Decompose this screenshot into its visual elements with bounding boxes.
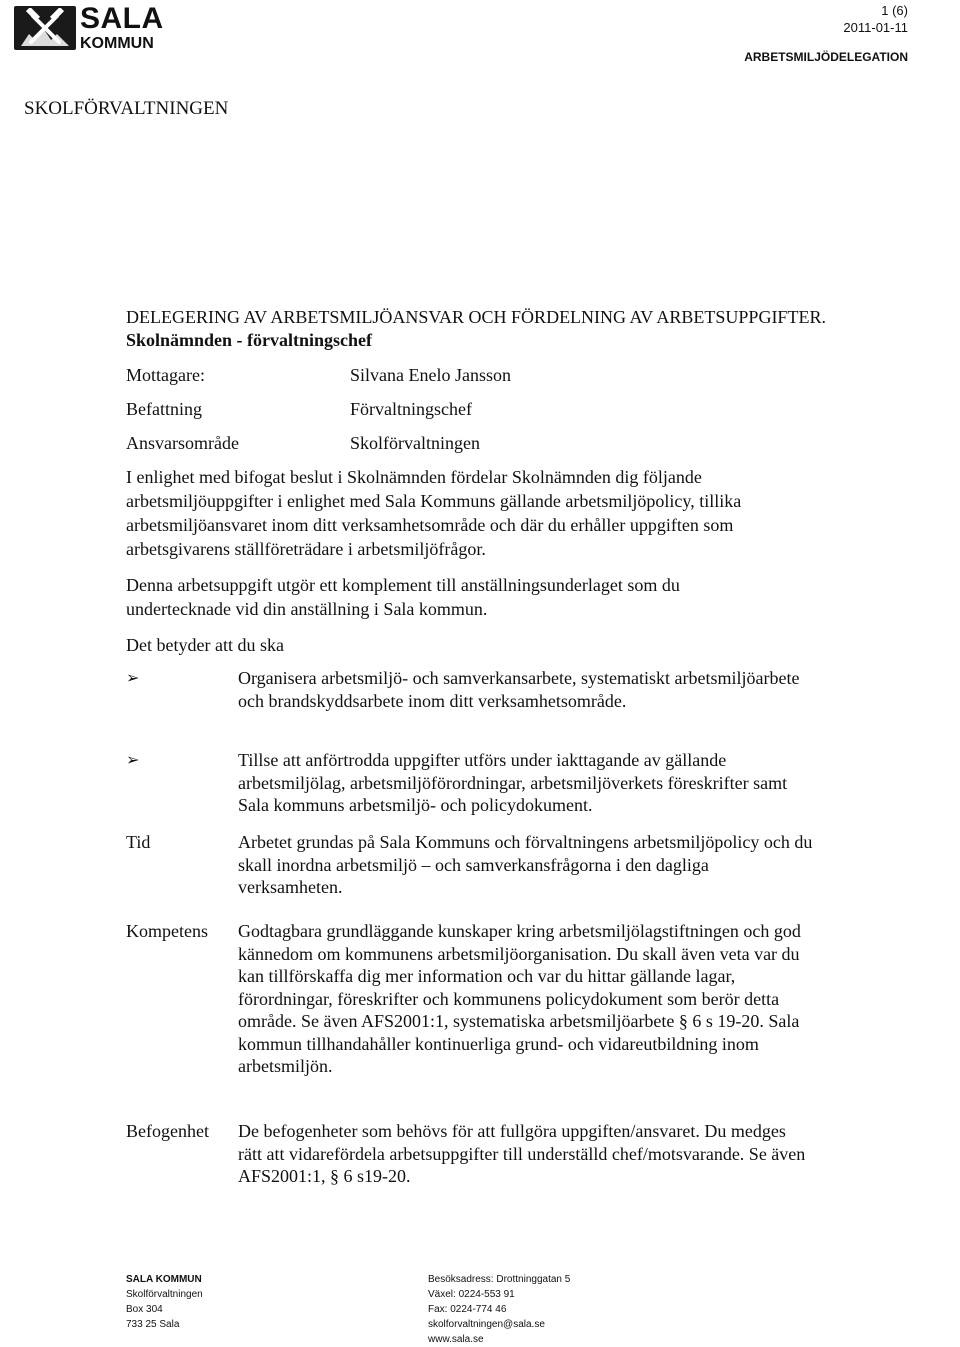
footer-postal: 733 25 Sala bbox=[126, 1319, 180, 1330]
field-value: Silvana Enelo Jansson bbox=[350, 365, 511, 385]
logo-subtitle: KOMMUN bbox=[80, 35, 154, 52]
page-number: 1 (6) bbox=[881, 3, 908, 18]
section-label: Tid bbox=[126, 832, 151, 852]
sala-emblem-icon bbox=[14, 6, 76, 50]
arrowhead-bullet-icon: ➢ bbox=[126, 750, 140, 769]
section-label: Kompetens bbox=[126, 921, 208, 941]
section-text: De befogenheter som behövs för att fullgöra uppgiften/ansvaret. Du medges rätt att vidarefördela arbetsuppgifter till underställd chef/motsvarande. Se även AFS2001:1, § 6 s19-20. bbox=[238, 1121, 806, 1186]
paragraph-complement: Denna arbetsuppgift utgör ett komplement till anställningsunderlaget som du undertecknade vid din anställning i Sala kommun. bbox=[126, 575, 680, 619]
field-label: Ansvarsområde bbox=[126, 433, 239, 453]
section-text: Godtagbara grundläggande kunskaper kring arbetsmiljölagstiftningen och god kännedom om kommunens arbetsmiljöorganisation. Du skall även veta var du kan tillförskaffa dig mer information och var du hittar gällande lagar, förordningar, föreskrifter och kommunens policydokument som berör detta område. Se även AFS2001:1, systematiska arbetsmiljöarbete § 6 s 19-20. Sala kommun tillhandahåller kontinuerliga grund- och vidareutbildning inom arbetsmiljön. bbox=[238, 921, 801, 1076]
field-label: Mottagare: bbox=[126, 365, 205, 385]
field-label: Befattning bbox=[126, 399, 202, 419]
field-value: Skolförvaltningen bbox=[350, 433, 480, 453]
bullet-text: Tillse att anförtrodda uppgifter utförs under iakttagande av gällande arbetsmiljölag, arbetsmiljöförordningar, arbetsmiljöverkets föreskrifter samt Sala kommuns arbetsmiljö- och policydokument. bbox=[238, 750, 788, 815]
delegation-label: ARBETSMILJÖDELEGATION bbox=[744, 50, 908, 64]
footer-phone: Växel: 0224-553 91 bbox=[428, 1289, 515, 1300]
bullet-text: Organisera arbetsmiljö- och samverkansarbete, systematiskt arbetsmiljöarbete och brandskyddsarbete inom ditt verksamhetsområde. bbox=[238, 668, 800, 711]
footer-fax: Fax: 0224-774 46 bbox=[428, 1304, 507, 1315]
footer-visit: Besöksadress: Drottninggatan 5 bbox=[428, 1274, 571, 1285]
logo-name: SALA bbox=[80, 2, 164, 35]
field-value: Förvaltningschef bbox=[350, 399, 472, 419]
footer-address bbox=[126, 1272, 203, 1332]
section-text: Arbetet grundas på Sala Kommuns och förvaltningens arbetsmiljöpolicy och du skall inordna arbetsmiljö – och samverkansfrågorna i den dagliga verksamheten. bbox=[238, 832, 813, 897]
section-label: Befogenhet bbox=[126, 1121, 209, 1141]
sala-logo bbox=[14, 4, 164, 52]
page-meta bbox=[843, 2, 908, 36]
paragraph-intro: Det betyder att du ska bbox=[126, 635, 284, 655]
paragraph-assignment: I enlighet med bifogat beslut i Skolnämnden fördelar Skolnämnden dig följande arbetsmiljöuppgifter i enlighet med Sala Kommuns gällande arbetsmiljöpolicy, tillika arbetsmiljöansvaret inom ditt verksamhetsområde och där du erhåller uppgiften som arbetsgivarens ställföreträdare i arbetsmiljöfrågor. bbox=[126, 467, 742, 559]
arrowhead-bullet-icon: ➢ bbox=[126, 668, 140, 687]
document-title: DELEGERING AV ARBETSMILJÖANSVAR OCH FÖRDELNING AV ARBETSUPPGIFTER. bbox=[126, 307, 826, 327]
footer-web[interactable]: www.sala.se bbox=[428, 1334, 484, 1345]
department-heading: SKOLFÖRVALTNINGEN bbox=[24, 98, 229, 119]
footer-contact bbox=[428, 1272, 570, 1347]
footer-unit: Skolförvaltningen bbox=[126, 1289, 203, 1300]
document-subtitle: Skolnämnden - förvaltningschef bbox=[126, 330, 373, 350]
document-date: 2011-01-11 bbox=[843, 20, 908, 35]
footer-org: SALA KOMMUN bbox=[126, 1274, 202, 1285]
footer-box: Box 304 bbox=[126, 1304, 163, 1315]
footer-email[interactable]: skolforvaltningen@sala.se bbox=[428, 1319, 545, 1330]
